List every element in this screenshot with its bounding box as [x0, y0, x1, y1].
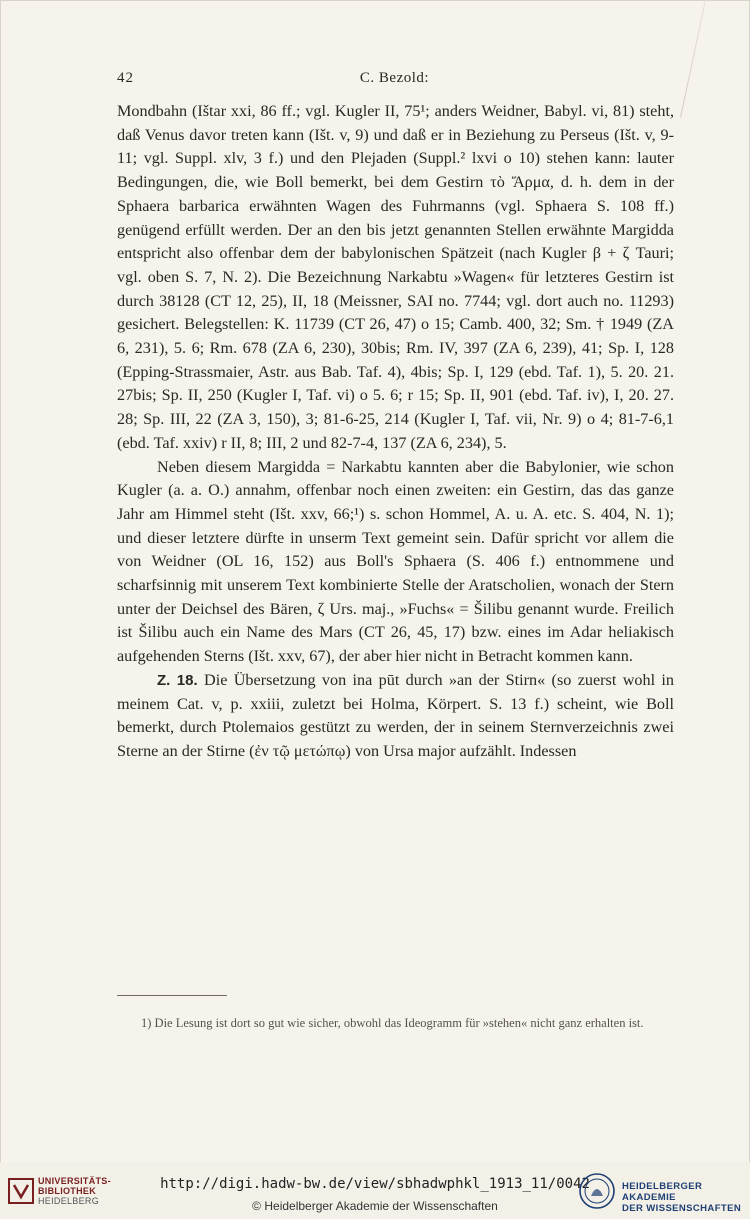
paragraph-3: [117, 669, 674, 764]
page-number: 42: [117, 70, 134, 86]
page-header: [117, 70, 672, 94]
line-reference-label: Z. 18.: [157, 671, 198, 689]
academy-logo[interactable]: [578, 1172, 748, 1212]
paragraph-3-text: Die Übersetzung von ina pūt durch »an der Stirn« (so zuerst wohl in meinem Cat. v, p. xxiii, zuletzt bei Holma, Körpert. S. 13 f.) scheint, wie Boll bemerkt, durch Ptolemaios gestützt zu werden, der in seinem Sternverzeichnis zwei Sterne an der Stirne (ἐν τῷ μετώπῳ) von Ursa major aufzählt. Indessen: [117, 670, 675, 760]
copyright-notice: © Heidelberger Akademie der Wissenschaften: [252, 1199, 498, 1213]
academy-logo-line-1: HEIDELBERGER AKADEMIE: [622, 1181, 703, 1203]
permalink-url[interactable]: http://digi.hadw-bw.de/view/sbhadwphkl_1913_11/0042: [160, 1176, 590, 1192]
main-text: [117, 100, 674, 764]
academy-seal-icon: [578, 1172, 616, 1210]
ub-logo-line-1: UNIVERSITÄTS-: [38, 1176, 111, 1186]
ub-logo-line-3: HEIDELBERG: [38, 1196, 100, 1206]
academy-logo-line-2: DER WISSENSCHAFTEN: [622, 1203, 742, 1214]
ub-logo-line-2: BIBLIOTHEK: [38, 1186, 96, 1196]
paragraph-2: Neben diesem Margidda = Narkabtu kannten aber die Babylonier, wie schon Kugler (a. a. O.) annahm, offenbar noch einen zweiten: ein Gestirn, das das ganze Jahr am Himmel steht (Išt. xxv, 66;¹) s. schon Hommel, A. u. A. etc. S. 404, N. 1); und dieser letztere dürfte in unserm Text gemeint sein. Dafür spricht vor allem die von Weidner (OL 16, 152) aus Boll's Sphaera (S. 406 f.) entnommene und scharfsinnig mit unserem Text kombinierte Stelle der Aratscholien, wonach der Stern unter der Deichsel des Bären, ζ Urs. maj., »Fuchs« = Šilibu genannt wurde. Freilich ist Šilibu auch ein Name des Mars (CT 26, 45, 17) bzw. eines im Adar heliakisch aufgehenden Sterns (Išt. xxv, 67), der aber hier nicht in Betracht kommen kann.: [117, 457, 674, 666]
paragraph-1: Mondbahn (Ištar xxi, 86 ff.; vgl. Kugler II, 75¹; anders Weidner, Babyl. vi, 81) steht, daß Venus davor treten kann (Išt. v, 9) und daß er in Beziehung zu Perseus (Išt. v, 9-11; vgl. Suppl. xlv, 3 f.) und den Plejaden (Suppl.² lxvi o 10) stehen kann: lauter Bedingungen, die, wie Boll bemerkt, bei dem Gestirn τὸ Ἅρμα, d. h. dem in der Sphaera barbarica erwähnten Wagen des Fuhrmanns (vgl. Sphaera S. 108 ff.) genügend erfüllt werden. Der an den bis jetzt genannten Stellen erwähnte Margidda entspricht also offenbar dem der babylonischen Spätzeit (nach Kugler β + ζ Tauri; vgl. oben S. 7, N. 2). Die Bezeichnung Narkabtu »Wagen« für letzteres Gestirn ist durch 38128 (CT 12, 25), II, 18 (Meissner, SAI no. 7744; vgl. dort auch no. 11293) gesichert. Belegstellen: K. 11739 (CT 26, 47) o 15; Camb. 400, 32; Sm. † 1949 (ZA 6, 231), 5. 6; Rm. 678 (ZA 6, 230), 30bis; Rm. IV, 397 (ZA 6, 239), 41; Sp. I, 128 (Epping-Strassmaier, Astr. aus Bab. Taf. 4), 4bis; Sp. I, 129 (ebd. Taf. 1), 5. 20. 21. 27bis; Sp. II, 250 (Kugler I, Taf. vi) o 5. 6; r 15; Sp. II, 901 (ebd. Taf. iv), I, 20. 27. 28; Sp. III, 22 (ZA 3, 150), 3; 81-6-25, 214 (Kugler I, Taf. vii, Nr. 9) o 4; 81-7-6,1 (ebd. Taf. xxiv) r II, 8; III, 2 und 82-7-4, 137 (ZA 6, 234), 5.: [117, 102, 674, 452]
running-title: C. Bezold:: [359, 70, 430, 86]
footnote-rule: [117, 995, 227, 996]
footnote: [117, 1014, 674, 1033]
footnote-text: 1) Die Lesung ist dort so gut wie sicher, obwohl das Ideogramm für »stehen« nicht ganz erhalten ist.: [141, 1016, 644, 1030]
